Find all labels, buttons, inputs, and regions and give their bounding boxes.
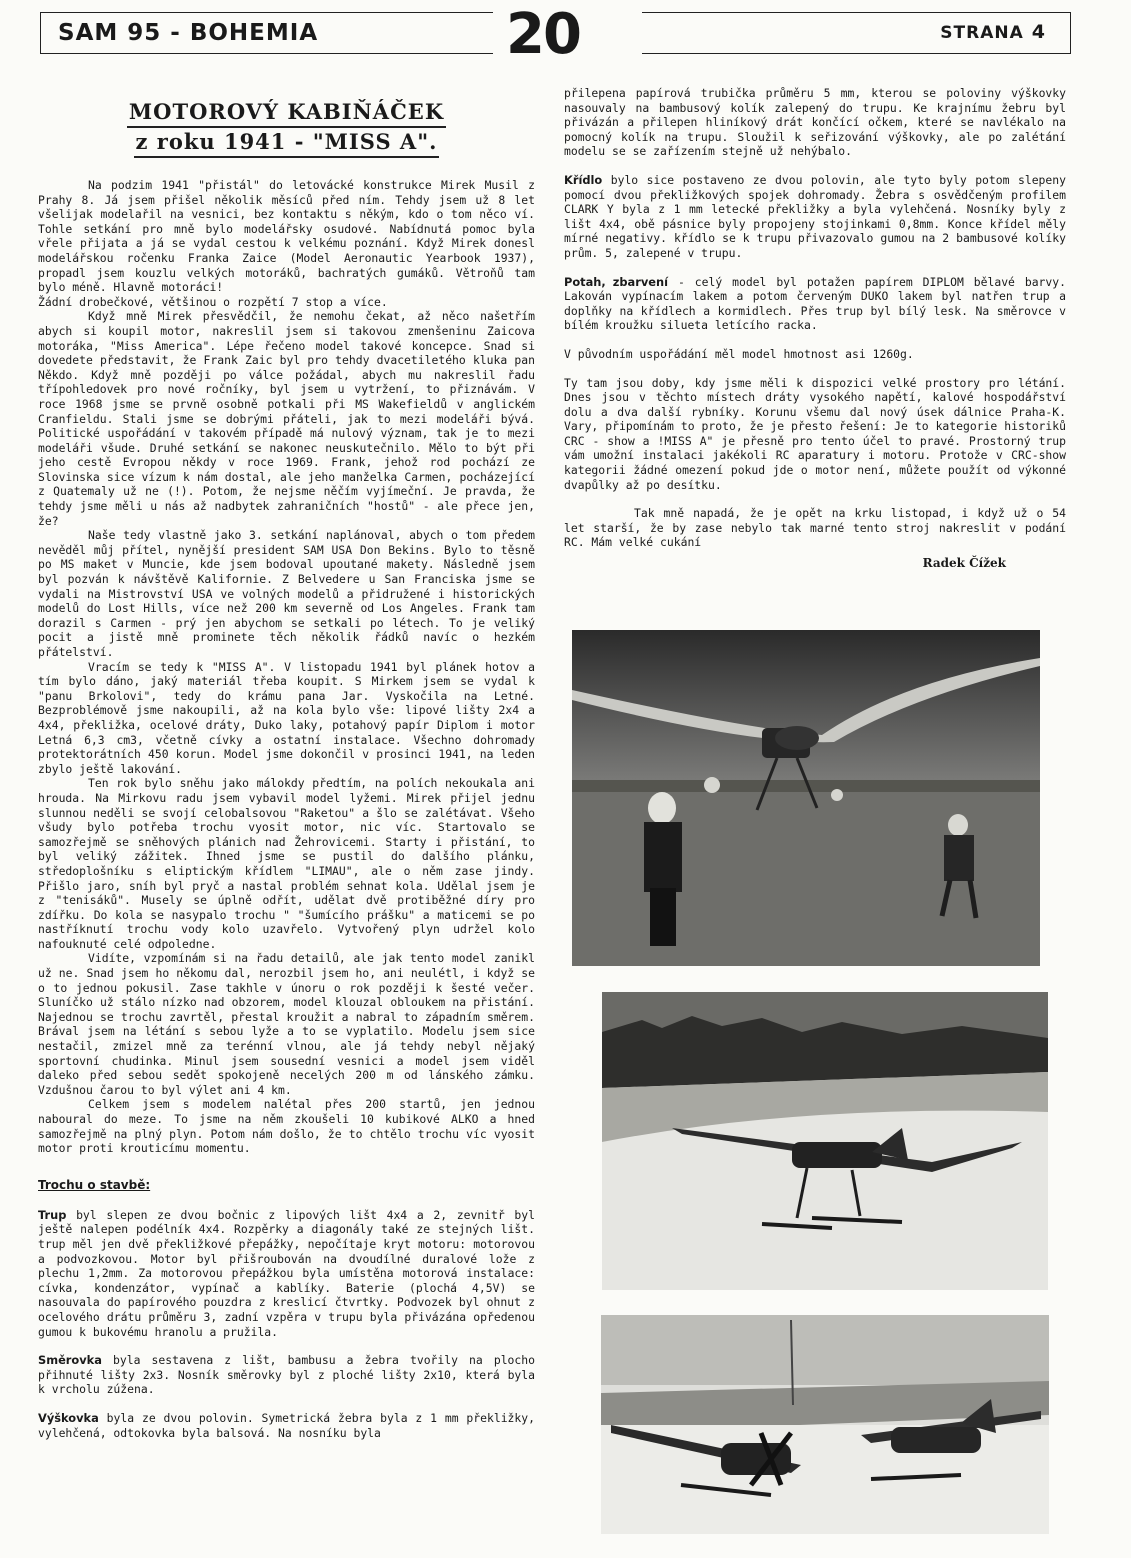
- section-subheading: Trochu o stavbě:: [38, 1177, 151, 1192]
- paragraph: Tak mně napadá, že je opět na krku listopad, i když už o 54 let starší, že by zase nebylo tak marné tento stroj nakreslit v podání RC. Mám velké cukání: [564, 506, 1066, 550]
- page-header: [40, 2, 1072, 67]
- photo-two-models-image: [601, 1315, 1049, 1534]
- build-paragraph-trup: [38, 1208, 535, 1339]
- continuation-paragraph: přilepena papírová trubička průměru 5 mm, kterou se poloviny výškovky nasouvaly na bambusový kolík zalepený do trupu. Ke krajnímu žebru byl přivázán a přilepen hliníkový drát končící očkem, které se navlékalo na pomocný kolík na trupu. Sloužil k seřizování výškovky, ale po zalétání modelu se se zařízením stejně už nehýbalo.: [564, 86, 1066, 159]
- build-text: byl slepen ze dvou bočnic z lipových lišt 4x4 a 2, zevnitř byl ještě nalepen podélník 4x4. Rozpěrky a diagonály také ze stejných lišt. trup měl jen dvě překližkové přepážky, nepočítaje kryt motoru: motorovou a podvozkovou. Motor byl přišroubován na dvoudílné duralové lože z plechu 1,2mm. Za motorovou přepážkou byla umístěna motorová instalace: cívka, kondenzátor, vypínač a kablíky. Baterie (plochá 4,5V) se nasouvala do papírového pouzdra z kreslicí čtvrtky. Podvozek byl ohnut z ocelového drátu průměru 3, zadní vzpěra v trupu byla přivázána opředenou gumou k bukovému hranolu a pružila.: [38, 1207, 535, 1339]
- issue-number: 20: [506, 2, 580, 67]
- title-line-2: z roku 1941 - "MISS A".: [134, 128, 440, 158]
- paragraph: Ty tam jsou doby, kdy jsme měli k dispozici velké prostory pro létání. Dnes jsou v těchto místech dráty vysokého napětí, kalové hospodářství dolu a dva další rybníky. Korunu všemu dal nový úsek dálnice Praha-K. Vary, připomínám to proto, že je přesto řešení: Je to kategorie historiků CRC - show a !MISS A" je přesně pro tento účel to pravé. Prostorný trup vám umožní instalaci jakékoli RC aparatury i motoru. Protože v CRC-show kategorii žádné omezení pokud jde o motor není, můžete použít od výkonné dvapůlky až po desítku.: [564, 375, 1066, 492]
- build-paragraph-potah: [564, 275, 1066, 333]
- left-column: [38, 94, 535, 1440]
- lead-word: Potah, zbarvení: [564, 274, 669, 289]
- paragraph: Ten rok bylo sněhu jako málokdy předtím, na polích nekoukala ani hrouda. Na Mirkovu radu jsem vybavil model lyžemi. Mirek přijel jednu slunnou neděli se svojí celobalsovou "Raketou" a šlo se zalétávat. Všeho všudy bylo potřeba trochu vyosit motor, nic víc. Startovalo se samozřejmě se sněhových plánich nad Žehrovicemi. Starty i přistání, to byl veliký zážitek. Ihned jsme se pustil do dalšího plánku, středoplošníku s eliptickým křídlem "LIMAU", ale o něm zase jindy. Přišlo jaro, sníh byl pryč a nastal problém sehnat kola. Udělal jsem je z "tenisáků". Musely se úplně odřít, udělat dvě protiběžné díry pro zdířku. Do kola se nasypalo trochu " "šumícího prášku" a maticemi se po nastříknutí trochu vody kolo uzavřelo. Vytvořený plyn udržel kolo nafouknuté celé odpoledne.: [38, 776, 535, 951]
- build-paragraph-kridlo: [564, 173, 1066, 261]
- paragraph: Celkem jsem s modelem nalétal přes 200 startů, jen jednou naboural do meze. To jsme na něm zkoušeli 10 kubikové ALKO a hned samozřejmě na plný plyn. Potom nám došlo, že to chtělo trochu víc vyosit motor proti krouticímu momentu.: [38, 1097, 535, 1156]
- paragraph: Naše tedy vlastně jako 3. setkání naplánoval, abych o tom předem nevěděl můj přítel, nynější president SAM USA Don Bekins. Bylo to těsně po MS maket v Muncie, kde jsem bodoval upoutané makety. Následně jsem byl pozván k návštěvě Kalifornie. Z Belvedere u San Franciska jsme se vydali na Mistrovství USA ve volných modelů a přidružené i historických modelů do Lost Hills, více než 200 km severně od Los Angeles. Frank tam dorazil s Carmen - prý jen abychom se setkali po létech. To je veliký pocit a jistě mně prominete těch několik řádků navíc o hezkém přátelství.: [38, 528, 535, 659]
- author-signature: Radek Čížek: [922, 556, 1006, 571]
- build-text: bylo sice postaveno ze dvou polovin, ale tyto byly potom slepeny pomocí dvou překližkových spojek dohromady. Žebra s osvědčeným profilem CLARK Y byla z 1 mm letecké překližky a byla vylehčená. Nosníky byly z lišt 4x4, obě pásnice byly propojeny stojinkami 0,8mm. Konce křídel měly mírné negativy. křídlo se k trupu přivazovalo gumou na 2 bambusové kolíky prům. 5, zalepené v trupu.: [564, 172, 1066, 260]
- build-paragraph-smerovka: [38, 1353, 535, 1397]
- lead-word: Výškovka: [38, 1410, 99, 1425]
- paragraph: Žádní drobečkové, většinou o rozpětí 7 stop a více.: [38, 294, 388, 309]
- build-text: byla sestavena z lišt, bambusu a žebra tvořily na plocho přihnuté lišty 2x3. Nosník směrovky byl z ploché lišty 2x10, která byla k vrcholu zúžena.: [38, 1353, 535, 1397]
- photo-model-on-skis-image: [602, 992, 1048, 1290]
- page-number: 4: [1031, 21, 1046, 43]
- paragraph: Když mně Mirek přesvědčil, že nemohu čekat, až něco našetřím abych si koupil motor, nakreslil jsem si takovou zmenšeninu Zaicova motoráka, "Miss America". Lépe řečeno model takové koncepce. Snad si dovedete představit, že Frank Zaic byl pro tehdy dvacetiletého kluka pan Někdo. Když mně později po válce požádal, abych mu nakreslil řadu třípohledovek pro nové ročníky, byl jsem u vytržení, to přiznávám. V roce 1968 jsme se prvně osobně potkali při MS Wakefieldů v anglickém Cranfieldu. Stali jsme se dobrými přáteli, jak to mezi modeláři bývá. Politické uspořádání v takovém případě má nulový význam, tak je to mezi modeláři všude. Druhé setkání se nakonec neuskutečnilo. Mělo to být při jeho cestě Evropou někdy v roce 1969. Frank, jehož rod pochází ze Slovinska sice vízum k nám dostal, ale jeho manželka Carmen, pocházející z Quatemaly už ne (!). Potom, že nejsme něčím vyjímeční. Je pravda, že tehdy jsme měli u nás až nadbytek zahraničních "hostů" - ale přece jen, že?: [38, 309, 535, 528]
- title-line-1: MOTOROVÝ KABIŇÁČEK: [127, 98, 446, 128]
- article-title: [38, 98, 535, 158]
- lead-word: Směrovka: [38, 1353, 102, 1368]
- paragraph: Na podzim 1941 "přistál" do letovácké konstrukce Mirek Musil z Prahy 8. Já jsem přišel několik měsíců před ním. Tehdy jsem už 8 let všelijak modelařil na vesnici, bez kontaktu s někým, kdo o tom něco ví. Tohle setkání pro mně bylo modelářsky osudové. Nabídnutá pomoc byla vřele přijata a já se vydal cestou k velkému poznání. Když Mirek donesl modelářskou ročenku Franka Zaice (Model Aeronautic Yearbook 1937), propadl jsem kouzlu velkých motoráků, bachratých gumáků. Větroňů tam bylo méně. Hlavně motoráci!: [38, 178, 535, 295]
- paragraph: V původním uspořádání měl model hmotnost asi 1260g.: [564, 346, 914, 361]
- build-paragraph-vyskovka: [38, 1411, 535, 1440]
- page-indicator: [940, 21, 1046, 43]
- build-text: byla ze dvou polovin. Symetrická žebra byla z 1 mm překližky, vylehčená, odtokovka byla balsová. Na nosníku byla: [38, 1410, 535, 1440]
- page-label: STRANA: [940, 23, 1024, 43]
- photo-two-models: [601, 1315, 1049, 1534]
- build-text: - celý model byl potažen papírem DIPLOM bělavé barvy. Lakován vypínacím lakem a potom červeným DUKO lakem byl natřen trup a doplňky na křídlech a kormidlech. Přes trup byl bílý lesk. Na směrovce v bílém kroužku silueta letícího racka.: [564, 274, 1066, 333]
- photo-flying-model: [572, 630, 1040, 966]
- lead-word: Trup: [38, 1207, 67, 1222]
- paragraph: Vracím se tedy k "MISS A". V listopadu 1941 byl plánek hotov a tím bylo dáno, jaký materiál třeba koupit. S Mirkem jsem se vydal k "panu Brkolovi", tedy do krámu pana Jar. Vyskočila na Letné. Bezproblémově jsme nakoupili, až na kola bylo vše: lipové lišty 2x4 a 4x4, překližka, ocelové dráty, Duko laky, potahový papír Diplom i motor Letná 6,3 cm3, včetně cívky a ostatní instalace. Všechno dohromady protektorátních 450 korun. Model jsme dokončil v prosinci 1941, na leden zbylo ještě lakování.: [38, 659, 535, 776]
- lead-word: Křídlo: [564, 172, 603, 187]
- photo-model-on-skis: [602, 992, 1048, 1290]
- right-column: [564, 86, 1066, 570]
- series-title: SAM 95 - BOHEMIA: [58, 20, 319, 46]
- photo-flying-model-image: [572, 630, 1040, 966]
- paragraph: Vidíte, vzpomínám si na řadu detailů, ale jak tento model zanikl už ne. Snad jsem ho někomu dal, nerozbil jsem ho, ani neulétl, i když se o to jednou pokusil. Zase takhle v únoru o rok později k šesté večer. Sluníčko už stálo nízko nad obzorem, model klouzal obloukem na přistání. Najednou se trochu zavrtěl, přestal kroužit a nabral to západním směrem. Brával jsem na létání s sebou lyže a to se vyplatilo. Modelu jsem sice nestačil, zmizel mně za terénní vlnou, ale já tehdy nebyl nějaký sportovní chudinka. Minul jsem sousední vesnici a model jsem viděl daleko před sebou sedět spokojeně necelých 200 m od lánského zámku. Vzdušnou čarou to byl výlet ani 4 km.: [38, 951, 535, 1097]
